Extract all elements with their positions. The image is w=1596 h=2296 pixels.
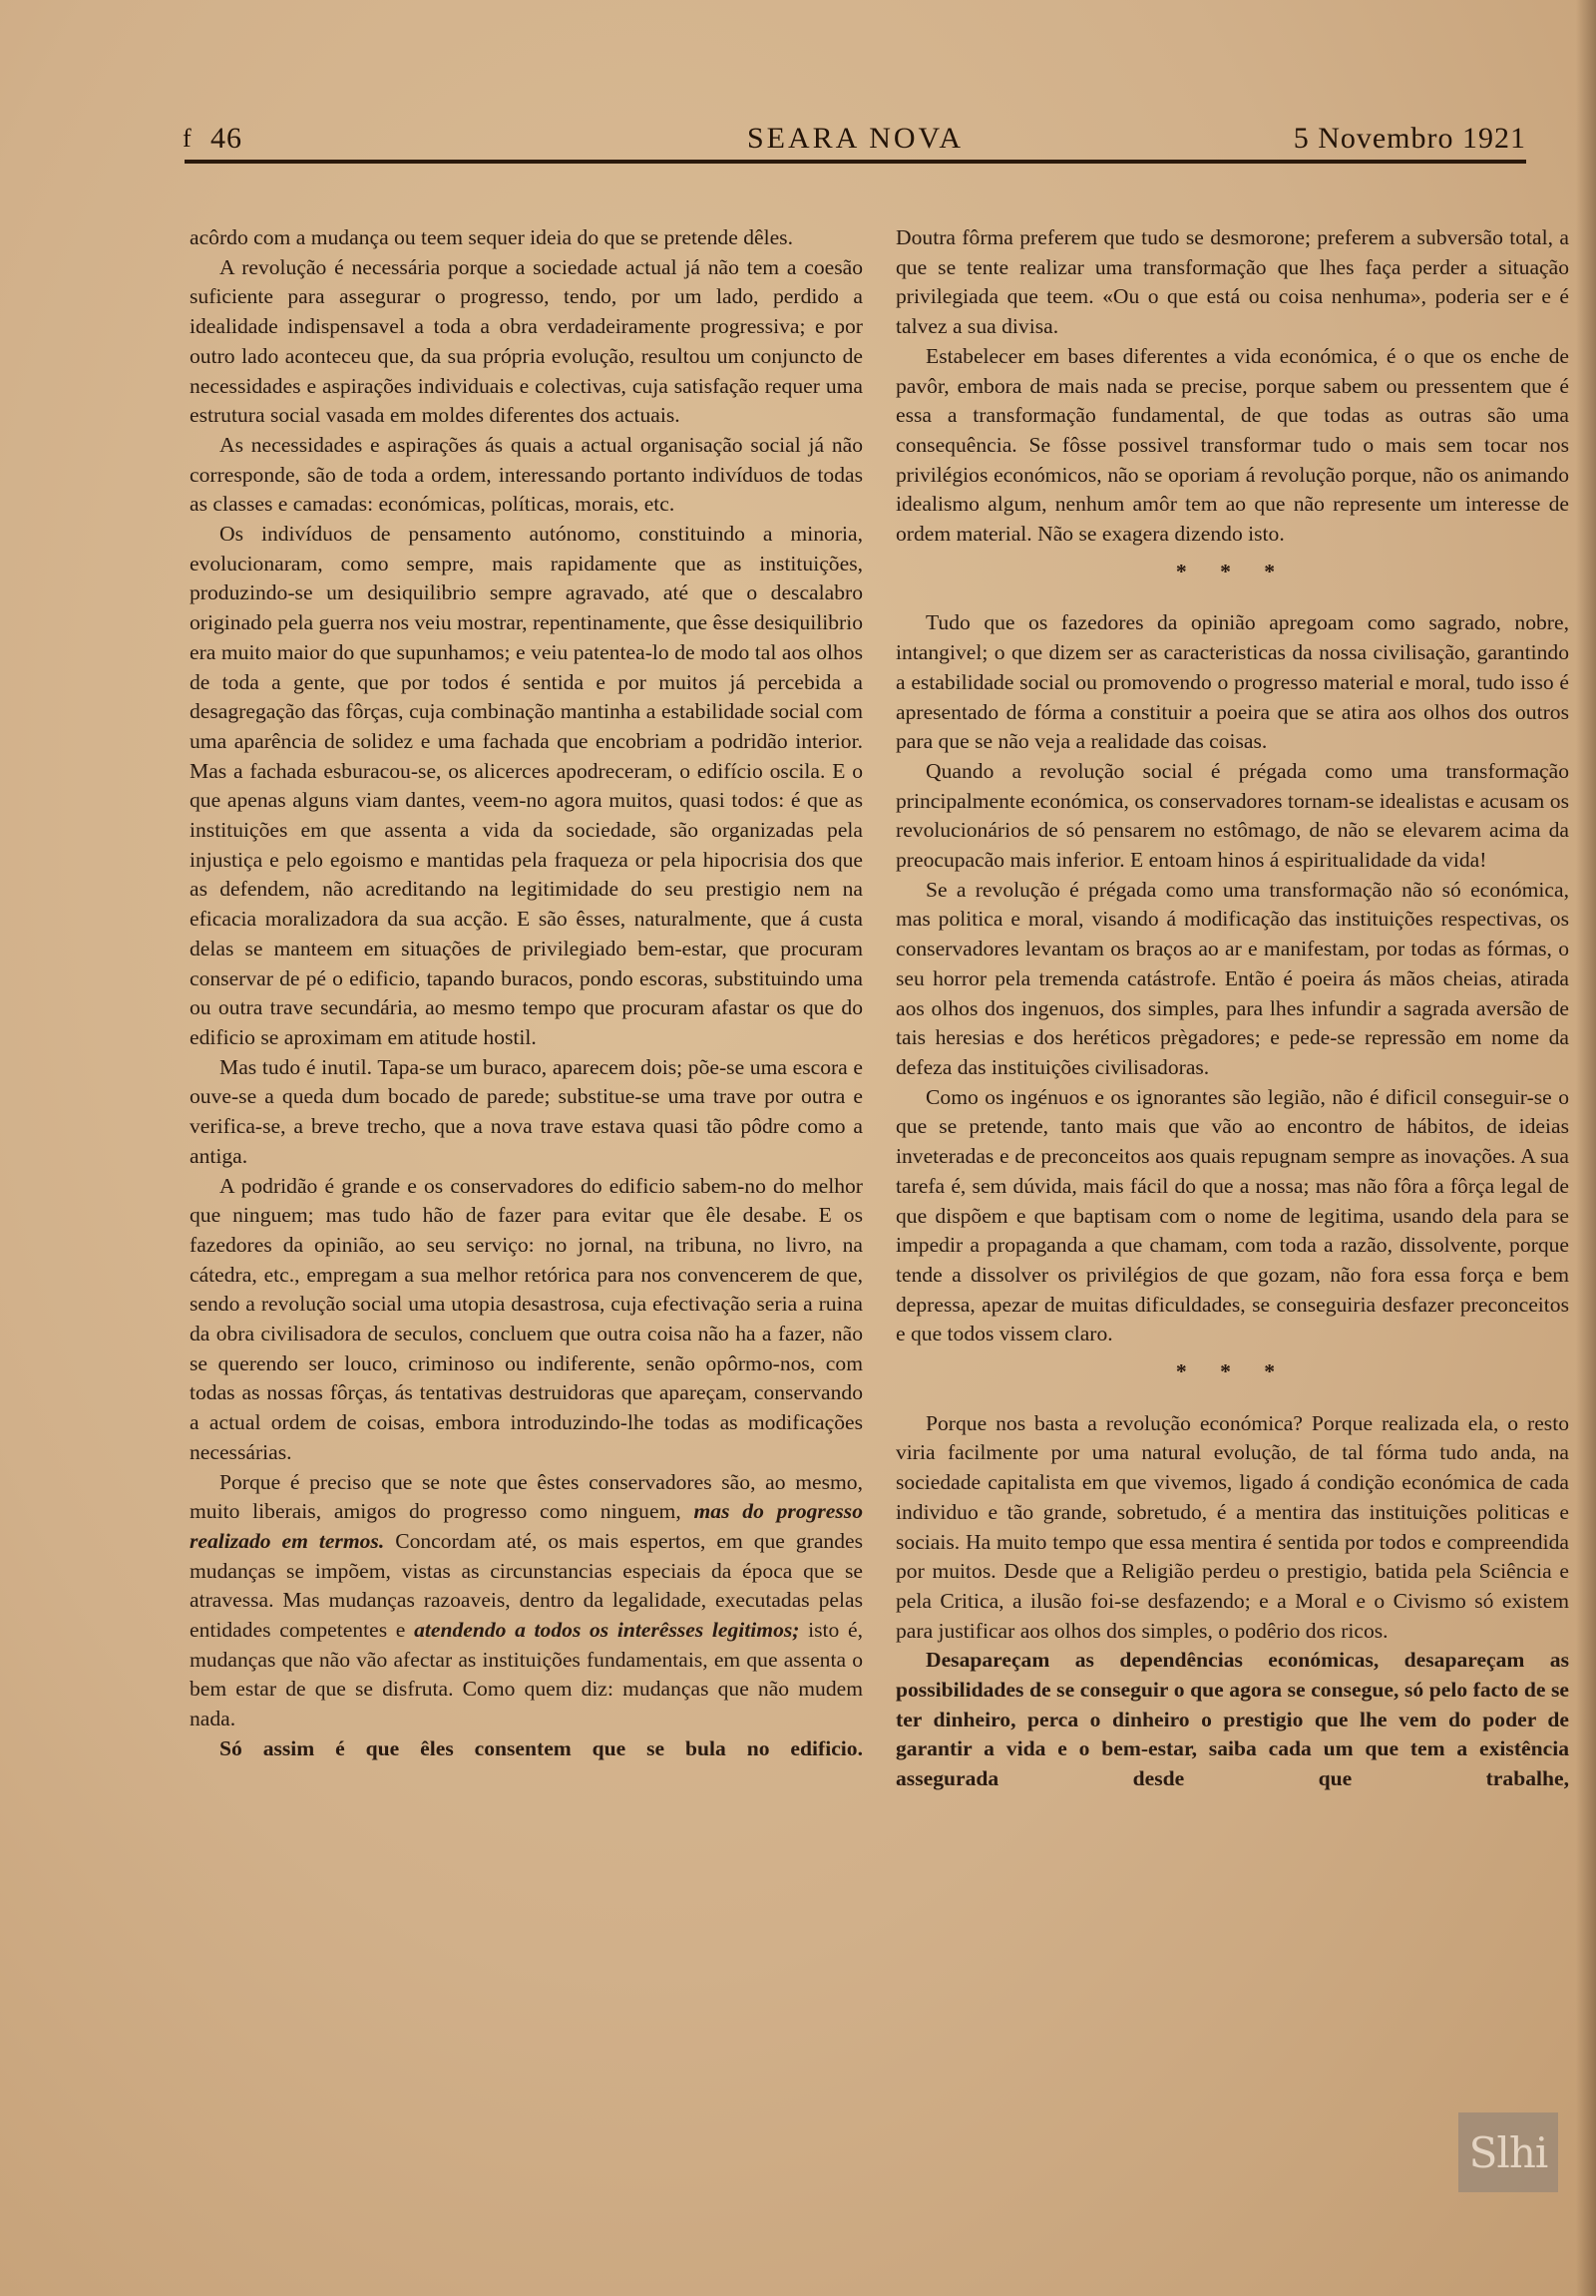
paragraph: Tudo que os fazedores da opinião apregoam como sagrado, nobre, intangivel; o que dizem ser as caracteristicas da nossa civilisação, garantindo a estabilidade social ou promovendo o progresso material e moral, tudo isso é apresentado de fórma a constituir a poeira que se atira aos olhos dos outros para que se não veja a realidade das coisas. [896,610,1569,754]
left-column [190,223,863,2138]
section-separator: * * * [1175,1359,1290,1384]
publication-title: SEARA NOVA [747,122,964,155]
page-marker: f [183,124,193,153]
paragraph-with-emphasis [190,1468,863,1734]
emphasis-text: atendendo a todos os interêsses legitimos; [414,1618,800,1643]
paragraph: acôrdo com a mudança ou teem sequer ideia do que se pretende dêles. [190,225,793,249]
text-run: isto é, mudanças que não vão afectar as instituições fundamentais, em que assenta o bem estar de que se disfruta. Como quem diz: mudanças que não mudem nada. [190,1618,863,1731]
paragraph: Mas tudo é inutil. Tapa-se um buraco, aparecem dois; põe-se uma escora e ouve-se a queda dum bocado de parede; substitue-se uma trave por outra e verifica-se, a breve trecho, que a nova trave estava quasi tão pôdre como a antiga. [190,1054,863,1168]
paragraph: Estabelecer em bases diferentes a vida económica, é o que os enche de pavôr, embora de mais nada se precise, porque sabem ou pressentem que é essa a transformação fundamental, de que todas as outras são uma consequência. Se fôsse possivel transformar tudo o mais sem tocar nos privilégios económicos, não se oporiam á revolução porque, não os animando idealismo algum, nenhum amôr tem ao que não represente um interesse de ordem material. Não se exagera dizendo isto. [896,343,1569,547]
paragraph: Só assim é que êles consentem que se bula no edificio. [219,1735,863,1760]
text-run: Concordam até, os mais espertos, em que grandes mudanças se impõem, vistas as circunstancias especiais da época que se atravessa. Mas mudanças razoaveis, dentro da legalidade, executadas pelas entidades competentes e [190,1528,863,1643]
paragraph: A revolução é necessária porque a sociedade actual já não tem a coesão suficiente para assegurar o progresso, tendo, por um lado, perdido a idealidade indispensavel a toda a obra verdadeiramente progressiva; e por outro lado aconteceu que, da sua própria evolução, resultou um conjuncto de necessidades e aspirações individuais e colectivas, cuja satisfação requer uma estrutura social vasada em moldes diferentes dos actuais. [190,254,863,428]
page-header [185,118,1526,164]
right-column [896,223,1569,2138]
page-edge-shadow [1576,0,1596,2296]
paragraph: Se a revolução é prégada como uma transformação não só económica, mas politica e moral, visando á modificação das instituições respectivas, os conservadores levantam os braços ao ar e manifestam, por todas as fórmas, o seu horror pela tremenda catástrofe. Então é poeira ás mãos cheias, atirada aos olhos dos ingenuos, dos simples, para lhes infundir a sagrada aversão de tais heresias e dos heréticos prègadores; e pede-se repressão em nome da defeza das instituições civilisadoras. [896,877,1569,1079]
paragraph: Os indivíduos de pensamento autónomo, constituindo a minoria, evolucionaram, como sempre, mais rapidamente que as instituições, produzindo-se um desiquilibrio sempre agravado, até que o descalabro originado pela guerra nos veiu mostrar, repentinamente, que êsse desiquilibrio era muito maior do que supunhamos; e veiu patentea-lo de modo tal aos olhos de toda a gente, que por todos é sentida e por muitos já percebida a desagregação das fôrças, cuja combinação mantinha a estabilidade social com uma aparência de solidez e uma fachada que encobriam a podridão interior. Mas a fachada esburacou-se, os alicerces apodreceram, o edifício oscila. E o que apenas alguns viam dantes, veem-no agora muitos, quasi todos: é que as instituições em que assenta a vida da sociedade, são organizadas pela injustiça e pelo egoismo e mantidas pela fraqueza or pela hipocrisia dos que as defendem, não acreditando na legitimidade do seu prestigio nem na eficacia moralizadora da sua acção. E são êsses, naturalmente, que á custa delas se manteem em situações de privilegiado bem-estar, que procuram conservar de pé o edificio, tapando buracos, pondo escoras, substituindo uma ou outra trave secundária, ao mesmo tempo que procuram afastar os que do edificio se aproximam em atitude hostil. [190,522,863,1049]
section-separator: * * * [1175,559,1290,583]
text-run: Porque é preciso que se note que êstes conservadores são, ao mesmo, muito liberais, amigos do progresso como ninguem, [190,1469,863,1524]
paragraph: Como os ingénuos e os ignorantes são legião, não é dificil conseguir-se o que se pretende, tanto mais que vão ao encontro de hábitos, de ideias inveteradas e de preconceitos aos quais repugnam sempre as inovações. A sua tarefa é, sem dúvida, mais fácil do que a nossa; mas não fôra a fôrça legal de que dispõem e que baptisam com o nome de legitima, usando dela para se impedir a propaganda a que chamam, com toda a razão, dissolvente, porque tende a dissolver os privilégios de que gozam, não fora essa força e bem depressa, apezar de muitas dificuldades, se conseguiria desfazer preconceitos e que todos vissem claro. [896,1084,1569,1346]
header-rule [185,160,1526,164]
paragraph: A podridão é grande e os conservadores do edificio sabem-no do melhor que ninguem; mas tudo hão de fazer para evitar que êle desabe. E os fazedores da opinião, ao seu serviço: no jornal, na tribuna, no livro, na cátedra, etc., empregam a sua melhor retórica para nos convencerem de que, sendo a revolução social uma utopia desastrosa, cuja efectivação seria a ruina da obra civilisadora de seculos, concluem que outra coisa não ha a fazer, não se querendo ser louco, criminoso ou indiferente, senão opôrmo-nos, com todas as nossas fôrças, ás tentativas destruidoras que apareçam, conservando a actual ordem de coisas, embora introduzindo-lhe todas as modificações necessárias. [190,1173,863,1464]
paragraph: Quando a revolução social é prégada como uma transformação principalmente económica, os conservadores tornam-se idealistas e acusam os revolucionários de só pensarem no estômago, de não se elevarem acima da preocupacão mais inferior. E entoam hinos á espiritualidade da vida! [896,758,1569,873]
emphasis-text: mas do progresso realizado em termos. [190,1499,863,1553]
archive-logo: Slhi [1458,2112,1558,2192]
issue-date: 5 Novembro 1921 [1293,122,1526,155]
page-number: 46 [210,122,242,155]
paragraph: Doutra fôrma preferem que tudo se desmorone; preferem a subversão total, a que se tente realizar uma transformação que lhes faça perder a situação privilegiada que teem. «Ou o que está ou coisa nenhuma», poderia ser e é talvez a sua divisa. [896,225,1569,339]
paragraph: Desapareçam as dependências económicas, desapareçam as possibilidades de se conseguir o que agora se consegue, só pelo facto de se ter dinheiro, perca o dinheiro o prestigio que lhe vem do poder de garantir a vida e o bem-estar, saiba cada um que tem a existência assegurada desde que trabalhe, [896,1648,1569,1791]
paragraph: Porque nos basta a revolução económica? Porque realizada ela, o resto viria facilmente por uma natural evolução, de tal fórma tudo anda, na sociedade capitalista em que vivemos, ligado á condição económica de cada individuo e tão grande, sobretudo, é a mentira das instituições politicas e sociais. Ha muito tempo que essa mentira é sentida por todos e compreendida por muitos. Desde que a Religião perdeu o prestigio, batida pela Sciência e pela Critica, a ilusão foi-se desfazendo; e a Moral e o Civismo só existem para justificar aos olhos dos simples, o podêrio dos ricos. [896,1410,1569,1643]
paragraph: As necessidades e aspirações ás quais a actual organisação social já não corresponde, são de toda a ordem, interessando portanto indivíduos de todas as classes e camadas: económicas, políticas, morais, etc. [190,432,863,517]
